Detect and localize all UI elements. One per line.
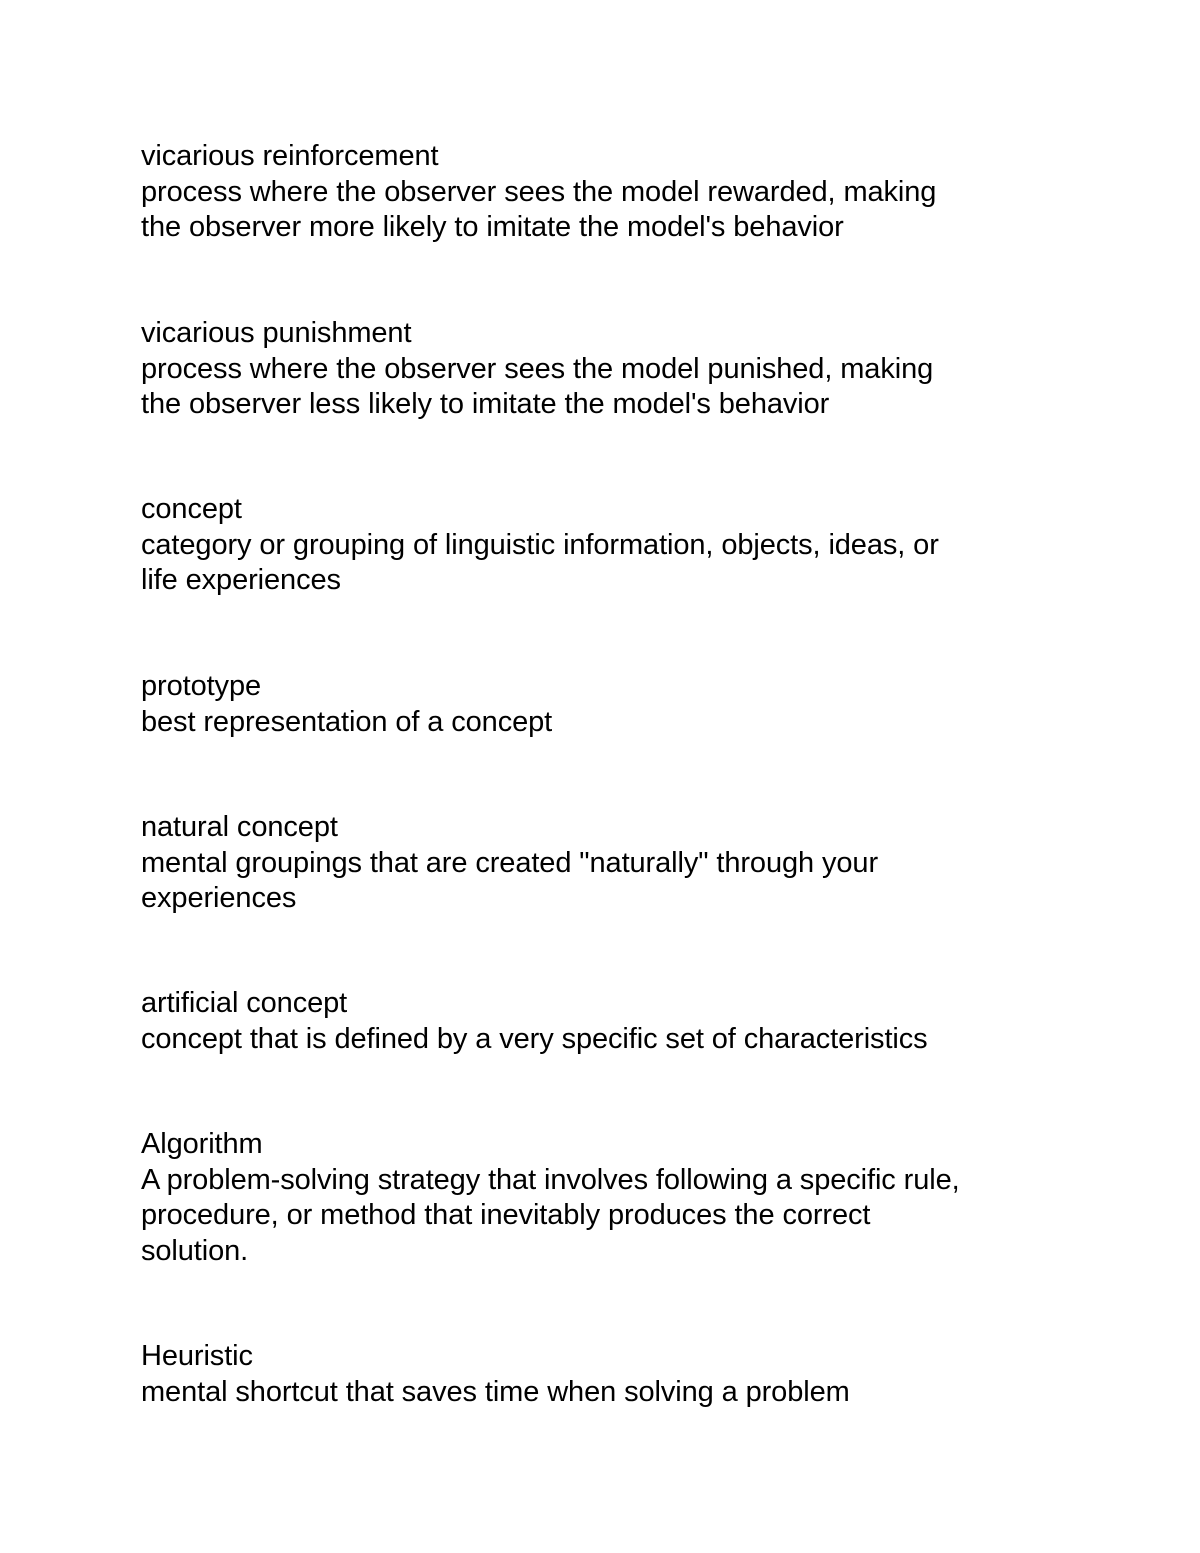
entry-definition-line: category or grouping of linguistic information, objects, ideas, or [141,528,939,561]
glossary-entry [141,986,1071,1057]
entry-definition-line: procedure, or method that inevitably produces the correct [141,1199,871,1231]
entry-term: artificial concept [141,987,348,1019]
entry-term: Algorithm [141,1128,263,1160]
glossary-entry [141,669,1071,740]
glossary-entry [141,139,1071,246]
entry-definition-line: mental groupings that are created "naturally" through your [141,846,878,879]
entry-definition-line: best representation of a concept [141,705,553,738]
entry-definition-line: life experiences [141,564,341,596]
entry-term: prototype [141,670,262,702]
entry-term: Heuristic [141,1340,253,1372]
entry-definition-line: the observer more likely to imitate the model's behavior [141,211,844,243]
glossary-entry [141,492,1071,599]
entry-term: natural concept [141,811,338,843]
entry-definition-line: experiences [141,882,297,914]
entry-term: vicarious punishment [141,317,412,349]
glossary-entry [141,1127,1071,1269]
entry-term: concept [141,493,242,525]
entry-definition-line: A problem-solving strategy that involves following a specific rule, [141,1163,960,1196]
entry-definition-line: process where the observer sees the model punished, making [141,352,934,385]
entry-definition-line: the observer less likely to imitate the model's behavior [141,388,830,420]
glossary-entry [141,316,1071,423]
glossary-entry [141,810,1071,917]
entry-definition-line: solution. [141,1234,249,1267]
entry-term: vicarious reinforcement [141,140,439,172]
entry-definition-line: mental shortcut that saves time when solving a problem [141,1375,850,1408]
glossary-entry [141,1339,1071,1410]
entry-definition-line: process where the observer sees the model rewarded, making [141,175,937,208]
entry-definition-line: concept that is defined by a very specific set of characteristics [141,1022,928,1055]
